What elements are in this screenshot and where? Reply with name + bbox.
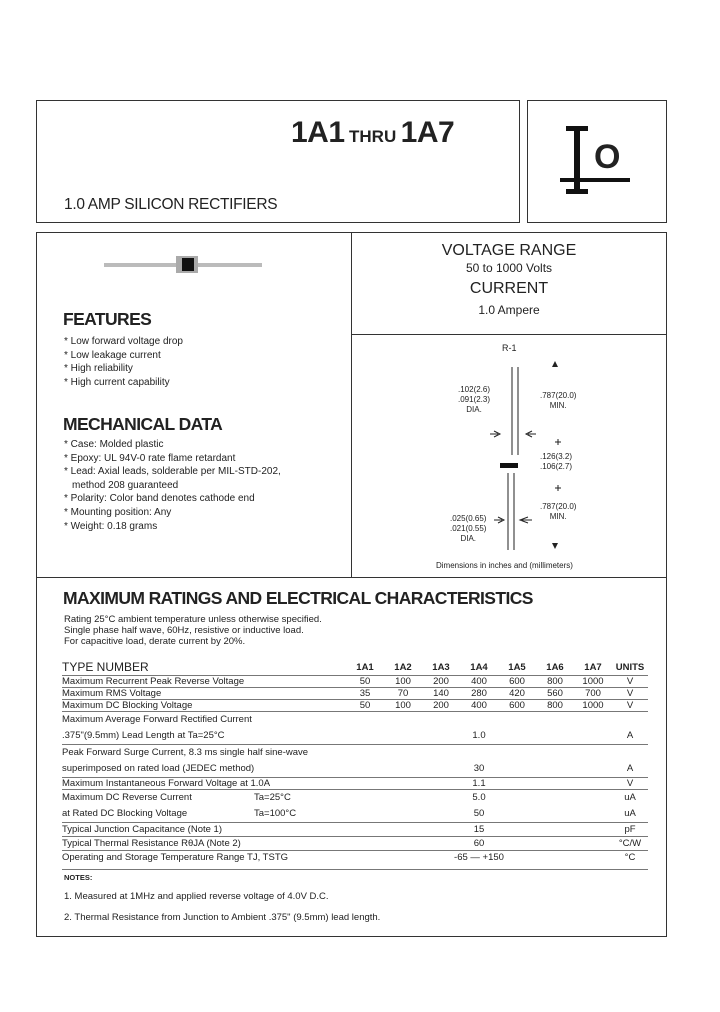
dim-lead-length-top: [540, 391, 576, 411]
dimensions-footnote: Dimensions in inches and (millimeters): [436, 561, 573, 570]
cell: 30: [346, 759, 612, 778]
cell: 600: [498, 700, 536, 712]
characteristics-intro: [64, 614, 322, 647]
cell: -65 — +150: [454, 852, 504, 863]
ratings-summary: [352, 241, 666, 318]
dim-wire-diameter-max: .025(0.65): [450, 514, 487, 523]
subtitle: 1.0 AMP SILICON RECTIFIERS: [64, 196, 278, 213]
cell: 280: [460, 688, 498, 700]
cell: 50: [346, 676, 384, 688]
cell: 1000: [574, 700, 612, 712]
unit-cell: V: [612, 676, 648, 688]
cell: 200: [422, 676, 460, 688]
dim-lead-length-bottom-label: MIN.: [549, 512, 567, 521]
dim-lead-diameter-max: .102(2.6): [458, 385, 491, 394]
notes-divider: [62, 869, 648, 870]
unit-cell: V: [612, 688, 648, 700]
cell: 100: [384, 700, 422, 712]
current-title: CURRENT: [469, 280, 549, 297]
list-item: * Low leakage current: [64, 349, 161, 361]
row-label: Typical Junction Capacitance (Note 1): [62, 823, 346, 837]
cell: 5.0: [472, 791, 486, 803]
table-row: [62, 712, 648, 727]
title-part1: 1A1: [291, 116, 345, 149]
unit-cell: V: [612, 700, 648, 712]
features-heading: FEATURES: [63, 309, 152, 329]
unit-cell: uA: [624, 791, 636, 803]
type-number-header: TYPE NUMBER: [62, 660, 346, 676]
list-item: * Mounting position: Any: [64, 506, 172, 518]
unit-cell: °C: [624, 852, 636, 863]
row-label: Maximum Recurrent Peak Reverse Voltage: [62, 676, 346, 688]
characteristics-table: [62, 660, 648, 864]
dim-lead-length-top-value: .787(20.0): [540, 391, 577, 400]
table-row: [62, 726, 648, 745]
units-header: UNITS: [612, 660, 648, 676]
unit-cell: pF: [612, 823, 648, 837]
table-row: [62, 688, 648, 700]
dim-lead-length-bottom-value: .787(20.0): [540, 502, 577, 511]
logo-letter-o: O: [594, 138, 621, 176]
characteristics-heading: MAXIMUM RATINGS AND ELECTRICAL CHARACTERISTICS: [63, 588, 533, 608]
cell: 140: [422, 688, 460, 700]
row-label: Maximum Average Forward Rectified Current: [62, 713, 252, 725]
dim-body-length: [540, 452, 572, 472]
unit-cell: uA: [612, 804, 648, 823]
cell: 35: [346, 688, 384, 700]
mechanical-heading: MECHANICAL DATA: [63, 414, 223, 434]
list-item: * Low forward voltage drop: [64, 336, 183, 347]
dim-wire-diameter-min: .021(0.55): [450, 524, 487, 533]
note-2: 2. Thermal Resistance from Junction to Ambient .375" (9.5mm) lead length.: [64, 912, 381, 923]
list-item: * Case: Molded plastic: [64, 439, 164, 450]
dim-body-length-max: .126(3.2): [540, 452, 573, 461]
list-item: * Epoxy: UL 94V-0 rate flame retardant: [64, 452, 236, 464]
row-label: .375"(9.5mm) Lead Length at Ta=25°C: [62, 726, 346, 745]
cell: 100: [384, 676, 422, 688]
col-header: 1A5: [498, 660, 536, 676]
cell: 60: [346, 837, 612, 851]
dim-body-length-min: .106(2.7): [540, 462, 573, 471]
dim-lead-length-top-label: MIN.: [549, 401, 567, 410]
diode-picture: [104, 256, 264, 274]
row-label: superimposed on rated load (JEDEC method): [62, 759, 346, 778]
cell: 560: [536, 688, 574, 700]
list-item: * Weight: 0.18 grams: [64, 520, 158, 532]
unit-cell: °C/W: [612, 837, 648, 851]
cell: 15: [346, 823, 612, 837]
intro-line: For capacitive load, derate current by 20%.: [64, 636, 246, 647]
cell: 800: [536, 676, 574, 688]
col-header: 1A6: [536, 660, 574, 676]
cell: 800: [536, 700, 574, 712]
unit-cell: A: [612, 759, 648, 778]
table-row: [62, 837, 648, 851]
dim-lead-length-bottom: [540, 502, 576, 522]
row-label: Maximum Instantaneous Forward Voltage at 1.0A: [62, 778, 346, 790]
cell: 70: [384, 688, 422, 700]
voltage-value: 50 to 1000 Volts: [465, 261, 553, 275]
cell: 50: [346, 804, 612, 823]
table-row: [62, 676, 648, 688]
ir-label: at Rated DC Blocking Voltage: [62, 807, 188, 819]
dim-lead-diameter-label: DIA.: [466, 405, 482, 414]
cell: 400: [460, 700, 498, 712]
row-label: [62, 790, 346, 805]
col-header: 1A1: [346, 660, 384, 676]
row-label: [62, 804, 346, 823]
table-row: [62, 759, 648, 778]
row-label: Operating and Storage Temperature Range TJ, TSTG: [62, 852, 289, 863]
part-title: [291, 116, 454, 150]
row-label: Maximum DC Blocking Voltage: [62, 700, 346, 712]
row-label: Typical Thermal Resistance RθJA (Note 2): [62, 837, 346, 851]
list-item: * Lead: Axial leads, solderable per MIL-STD-202,: [64, 466, 281, 478]
unit-cell: V: [612, 778, 648, 790]
ir-label: Maximum DC Reverse Current: [62, 791, 192, 803]
table-row: [62, 823, 648, 837]
dim-wire-diameter: [450, 514, 486, 544]
cell: 50: [346, 700, 384, 712]
current-value: 1.0 Ampere: [478, 303, 540, 317]
table-row: [62, 745, 648, 760]
ir-condition: Ta=100°C: [254, 807, 297, 819]
dim-lead-diameter: [458, 385, 490, 415]
ratings-divider: [351, 334, 667, 335]
dim-lead-diameter-min: .091(2.3): [458, 395, 491, 404]
cell: 420: [498, 688, 536, 700]
table-row: [62, 790, 648, 805]
row-label: Maximum RMS Voltage: [62, 688, 346, 700]
title-part2: 1A7: [400, 116, 455, 149]
col-header: 1A7: [574, 660, 612, 676]
list-item: * High reliability: [64, 363, 133, 375]
mechanical-list: [64, 438, 281, 533]
unit-cell: A: [612, 726, 648, 745]
features-list: [64, 335, 183, 389]
note-1: 1. Measured at 1MHz and applied reverse voltage of 4.0V D.C.: [64, 891, 329, 902]
col-header: 1A2: [384, 660, 422, 676]
ir-condition: Ta=25°C: [254, 791, 291, 803]
col-header: 1A4: [460, 660, 498, 676]
list-item: method 208 guaranteed: [72, 479, 179, 491]
intro-line: Rating 25°C ambient temperature unless otherwise specified.: [64, 614, 322, 625]
table-row: [62, 778, 648, 790]
cell: 1000: [574, 676, 612, 688]
cell: 200: [422, 700, 460, 712]
list-item: * Polarity: Color band denotes cathode end: [64, 493, 255, 505]
logo-letter-i: [560, 120, 561, 121]
cell: 1.1: [346, 778, 612, 790]
table-row: [62, 851, 648, 865]
row-label: Peak Forward Surge Current, 8.3 ms single half sine-wave: [62, 746, 309, 758]
table-row: [62, 700, 648, 712]
col-header: 1A3: [422, 660, 460, 676]
cell: 600: [498, 676, 536, 688]
list-item: * High current capability: [64, 376, 170, 388]
dim-wire-diameter-label: DIA.: [460, 534, 477, 543]
cell: 400: [460, 676, 498, 688]
notes-heading: NOTES:: [64, 873, 93, 882]
table-header-row: [62, 660, 648, 676]
voltage-title: VOLTAGE RANGE: [441, 242, 577, 259]
cell: 700: [574, 688, 612, 700]
title-thru: THRU: [349, 127, 397, 146]
package-name: R-1: [502, 343, 517, 353]
table-row: [62, 804, 648, 823]
cell: 1.0: [346, 726, 612, 745]
intro-line: Single phase half wave, 60Hz, resistive or inductive load.: [64, 625, 304, 636]
io-logo: [560, 120, 640, 200]
